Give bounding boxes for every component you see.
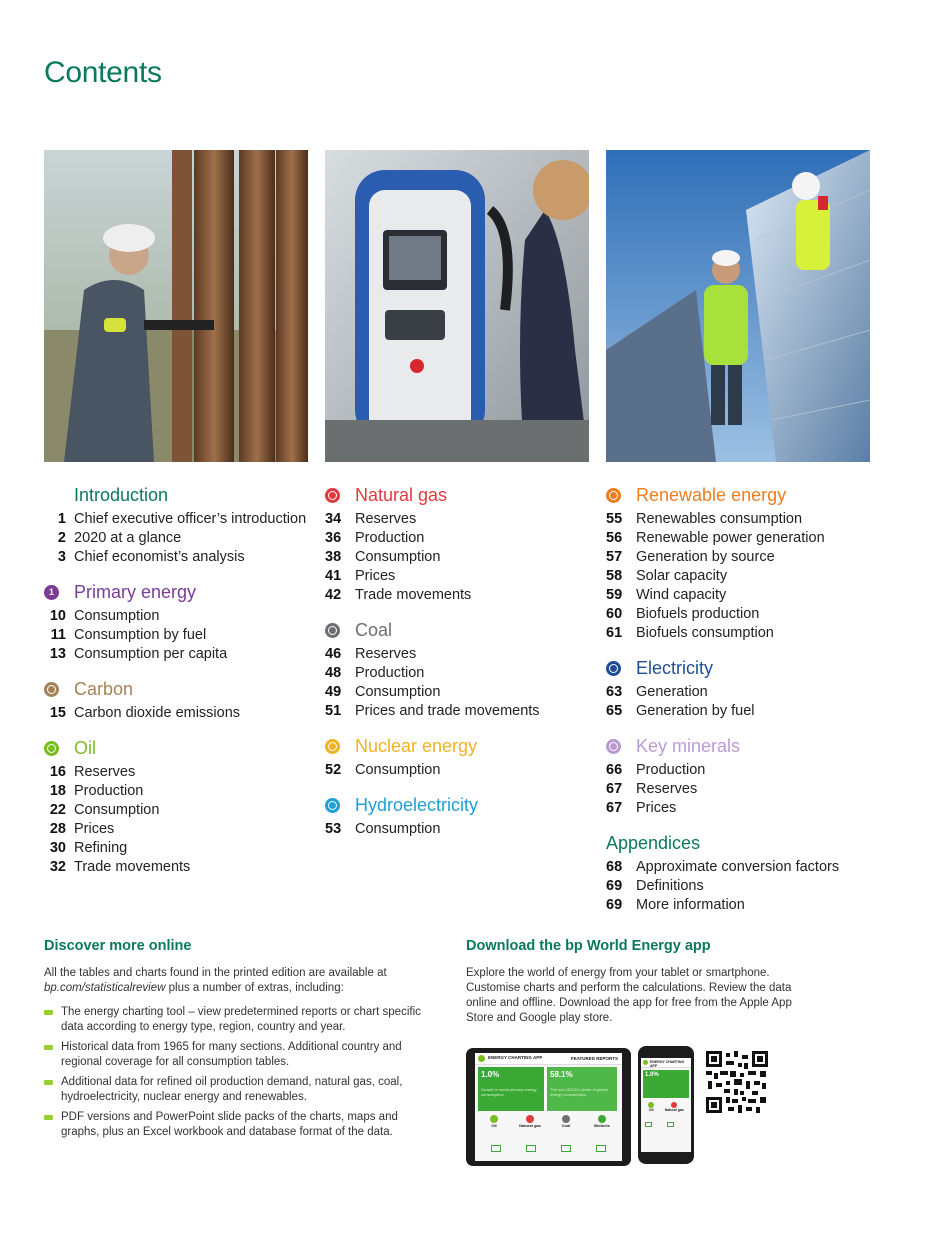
entry-page-number: 18 (49, 783, 66, 799)
tablet-fuel-row (478, 1115, 618, 1128)
contents-entry[interactable] (325, 529, 615, 548)
entry-page-number: 32 (49, 859, 66, 875)
section-appendices (606, 832, 896, 915)
contents-entry[interactable] (44, 782, 334, 801)
contents-entry[interactable] (325, 664, 615, 683)
entry-page-number: 15 (49, 705, 66, 721)
entry-label: Consumption (355, 762, 441, 778)
section-title[interactable]: Electricity (636, 658, 714, 678)
discover-bullet-list (44, 1005, 434, 1140)
bullet-icon (44, 1005, 61, 1035)
entry-page-number: 51 (325, 703, 342, 719)
download-app-section (466, 938, 796, 1026)
entry-page-number: 30 (49, 840, 66, 856)
entry-label: Chief economist’s analysis (74, 549, 245, 565)
discover-more-online (44, 938, 434, 1145)
entry-page-number: 36 (325, 530, 342, 546)
section-title[interactable]: Nuclear energy (355, 736, 478, 756)
tablet-app-header: ENERGY CHARTING APP (488, 1055, 543, 1060)
contents-entry[interactable] (606, 858, 896, 877)
contents-entry[interactable] (325, 548, 615, 567)
entry-label: Wind capacity (636, 587, 727, 603)
leaf-icon (598, 1115, 606, 1123)
entry-page-number: 55 (606, 511, 623, 527)
entry-label: Consumption (74, 608, 160, 624)
contents-entry[interactable] (325, 683, 615, 702)
contents-entry[interactable] (44, 548, 334, 567)
wave-icon (325, 798, 340, 813)
entry-page-number: 52 (325, 762, 342, 778)
statistical-review-link[interactable]: bp.com/statisticalreview (44, 982, 166, 994)
entry-page-number: 38 (325, 549, 342, 565)
contents-entry[interactable] (325, 820, 615, 839)
contents-column-1 (44, 484, 334, 891)
coal-icon (325, 623, 340, 638)
list-item (44, 1005, 434, 1035)
entry-page-number: 46 (325, 646, 342, 662)
entry-label: Solar capacity (636, 568, 728, 584)
fuel-item[interactable] (665, 1102, 684, 1112)
bullet-icon (44, 1040, 61, 1070)
entry-label: Approximate conversion factors (636, 859, 840, 875)
section-electricity (606, 657, 896, 721)
entry-label: 2020 at a glance (74, 530, 182, 546)
tile-value: 58.1% (550, 1070, 573, 1079)
contents-entry[interactable] (44, 607, 334, 626)
contents-entry[interactable] (606, 799, 896, 818)
contents-entry[interactable] (325, 567, 615, 586)
contents-entry[interactable] (44, 626, 334, 645)
entry-label: Production (74, 783, 144, 799)
entry-page-number: 28 (49, 821, 66, 837)
app-description: Explore the world of energy from your tablet or smartphone. Customise charts and perform the calculations. Review the data online and offline. Download the app for free from the Apple App Store and Google play store. (466, 967, 792, 1024)
contents-entry[interactable] (606, 761, 896, 780)
entry-page-number: 10 (49, 608, 66, 624)
phone-fuel-row (643, 1102, 689, 1112)
fuel-item[interactable] (550, 1115, 582, 1128)
entry-label: Consumption by fuel (74, 627, 207, 643)
phone-app-header: ENERGY CHARTING APP (650, 1060, 685, 1068)
tablet-tile-1[interactable] (478, 1067, 544, 1111)
contents-entry[interactable] (325, 645, 615, 664)
phone-screen (641, 1058, 691, 1152)
entry-label: Production (636, 762, 706, 778)
contents-entry[interactable] (44, 510, 334, 529)
oil-drop-icon (490, 1115, 498, 1123)
phone-mockup (638, 1046, 694, 1164)
entry-label: Reserves (636, 781, 698, 797)
bullet-text: PDF versions and PowerPoint slide packs of the charts, maps and graphs, plus an Excel workbook and database format of the data. (61, 1111, 398, 1138)
discover-heading: Discover more online (44, 938, 192, 954)
discover-intro-before: All the tables and charts found in the printed edition are available at (44, 967, 387, 979)
entry-label: Refining (74, 840, 128, 856)
sun-icon (606, 488, 621, 503)
contents-entry[interactable] (606, 548, 896, 567)
section-title[interactable]: Key minerals (636, 736, 741, 756)
entry-page-number: 1 (57, 511, 66, 527)
ev-charger-photo (325, 150, 589, 462)
contents-entry[interactable] (606, 877, 896, 896)
coal-icon (562, 1115, 570, 1123)
contents-entry[interactable] (606, 529, 896, 548)
section-title[interactable]: Introduction (74, 485, 169, 505)
oil-worker-photo (44, 150, 308, 462)
entry-label: Generation by source (636, 549, 775, 565)
report-icon[interactable] (596, 1145, 606, 1152)
fuel-label: Biofuels (594, 1123, 610, 1128)
section-oil (44, 737, 334, 877)
entry-label: Renewable power generation (636, 530, 825, 546)
discover-intro (44, 966, 434, 996)
entry-page-number: 69 (606, 878, 623, 894)
entry-label: Prices (355, 568, 396, 584)
entry-label: Biofuels production (636, 606, 760, 622)
fuel-label: Coal (561, 1123, 571, 1128)
app-heading: Download the bp World Energy app (466, 938, 711, 954)
bullet-text: Additional data for refined oil production demand, natural gas, coal, hydroelectricity, nuclear energy and renewables. (61, 1076, 403, 1103)
entry-label: Definitions (636, 878, 704, 894)
entry-page-number: 2 (57, 530, 66, 546)
tablet-featured-reports: FEATURED REPORTS (570, 1056, 618, 1061)
section-coal (325, 619, 615, 721)
tablet-screen (475, 1053, 622, 1161)
fuel-item[interactable] (478, 1115, 510, 1128)
fuel-item[interactable] (514, 1115, 546, 1128)
bullet-icon (44, 1075, 61, 1105)
bullet-text: Historical data from 1965 for many sections. Additional country and regional coverage for all consumption tables. (61, 1041, 402, 1068)
contents-entry[interactable] (44, 645, 334, 664)
fuel-item[interactable] (586, 1115, 618, 1128)
contents-entry[interactable] (606, 702, 896, 721)
entry-label: Consumption (74, 802, 160, 818)
entry-page-number: 41 (325, 568, 342, 584)
entry-label: Generation (636, 684, 708, 700)
carbon-icon (44, 682, 59, 697)
fuel-label: Natural gas (519, 1123, 541, 1128)
entry-page-number: 22 (49, 802, 66, 818)
entry-page-number: 67 (606, 781, 623, 797)
fuel-label: Oil (648, 1108, 654, 1112)
entry-label: Trade movements (355, 587, 472, 603)
phone-tile[interactable] (643, 1070, 689, 1098)
entry-page-number: 67 (606, 800, 623, 816)
bullet-text: The energy charting tool – view predetermined reports or chart specific data according to energy type, region, country and year. (61, 1006, 421, 1033)
number-one-icon: 1 (44, 585, 59, 600)
tablet-report-icons (478, 1145, 618, 1152)
bp-logo-icon (643, 1060, 648, 1065)
oil-drop-icon (44, 741, 59, 756)
entry-page-number: 11 (50, 627, 66, 643)
entry-label: Consumption (355, 684, 441, 700)
contents-entry[interactable] (325, 702, 615, 721)
lightning-icon (606, 661, 621, 676)
entry-page-number: 56 (606, 530, 623, 546)
entry-label: Consumption per capita (74, 646, 228, 662)
app-devices-illustration (466, 1046, 776, 1168)
bullet-icon (44, 1110, 61, 1140)
entry-label: Reserves (355, 511, 417, 527)
entry-label: Consumption (355, 821, 441, 837)
tablet-mockup (466, 1048, 631, 1166)
entry-label: More information (636, 897, 745, 913)
entry-page-number: 13 (49, 646, 66, 662)
mineral-icon (606, 739, 621, 754)
report-icon[interactable] (561, 1145, 571, 1152)
section-natural-gas (325, 484, 615, 605)
entry-page-number: 59 (606, 587, 623, 603)
entry-page-number: 42 (325, 587, 342, 603)
contents-entry[interactable] (606, 896, 896, 915)
entry-label: Biofuels consumption (636, 625, 774, 641)
entry-label: Consumption (355, 549, 441, 565)
entry-label: Generation by fuel (636, 703, 755, 719)
contents-entry[interactable] (325, 510, 615, 529)
entry-page-number: 63 (606, 684, 623, 700)
section-nuclear-energy (325, 735, 615, 780)
contents-entry[interactable] (44, 820, 334, 839)
tablet-tile-2[interactable] (547, 1067, 617, 1111)
list-item (44, 1075, 434, 1105)
section-key-minerals (606, 735, 896, 818)
section-title[interactable]: Natural gas (355, 485, 448, 505)
entry-label: Carbon dioxide emissions (74, 705, 241, 721)
discover-intro-after: plus a number of extras, including: (168, 982, 344, 994)
section-title[interactable]: Hydroelectricity (355, 795, 479, 815)
list-item (44, 1040, 434, 1070)
entry-page-number: 65 (606, 703, 623, 719)
flame-icon (526, 1115, 534, 1123)
solar-panel-workers-photo (606, 150, 870, 462)
contents-entry[interactable] (325, 586, 615, 605)
qr-code-icon[interactable] (706, 1051, 768, 1113)
section-carbon (44, 678, 334, 723)
entry-label: Renewables consumption (636, 511, 803, 527)
entry-label: Production (355, 665, 425, 681)
entry-page-number: 49 (325, 684, 342, 700)
contents-entry[interactable] (606, 567, 896, 586)
section-title[interactable]: Appendices (606, 833, 701, 853)
entry-page-number: 60 (606, 606, 623, 622)
tile-value: 1.0% (481, 1070, 500, 1079)
contents-entry[interactable] (44, 801, 334, 820)
entry-page-number: 48 (325, 665, 342, 681)
entry-page-number: 57 (606, 549, 623, 565)
entry-page-number: 3 (57, 549, 66, 565)
contents-entry[interactable] (44, 858, 334, 877)
report-icon[interactable] (667, 1122, 674, 1127)
tile-text: The non-OECD's share of global energy consumption (550, 1087, 608, 1097)
contents-entry[interactable] (606, 780, 896, 799)
atom-icon (325, 739, 340, 754)
contents-entry[interactable] (44, 839, 334, 858)
fuel-label: Oil (491, 1123, 497, 1128)
bp-logo-icon (478, 1055, 485, 1062)
entry-page-number: 34 (325, 511, 342, 527)
entry-label: Production (355, 530, 425, 546)
entry-label: Reserves (74, 764, 136, 780)
section-title[interactable]: Oil (74, 738, 96, 758)
entry-page-number: 61 (606, 625, 623, 641)
section-hydroelectricity (325, 794, 615, 839)
contents-entry[interactable] (606, 510, 896, 529)
contents-entry[interactable] (606, 683, 896, 702)
report-icon[interactable] (645, 1122, 652, 1127)
section-title[interactable]: Coal (355, 620, 393, 640)
page-title: Contents (44, 56, 162, 89)
list-item (44, 1110, 434, 1140)
contents-entry[interactable] (44, 704, 334, 723)
section-introduction (44, 484, 334, 567)
entry-label: Chief executive officer’s introduction (74, 511, 307, 527)
contents-entry[interactable] (44, 763, 334, 782)
entry-label: Trade movements (74, 859, 191, 875)
entry-label: Prices (74, 821, 115, 837)
entry-page-number: 66 (606, 762, 623, 778)
entry-label: Prices and trade movements (355, 703, 540, 719)
contents-entry[interactable] (606, 586, 896, 605)
tile-text: Growth in world primary energy consumption (481, 1087, 537, 1097)
entry-page-number: 68 (606, 859, 623, 875)
contents-entry[interactable] (44, 529, 334, 548)
entry-label: Reserves (355, 646, 417, 662)
section-title[interactable]: Primary energy (74, 582, 197, 602)
flame-icon (325, 488, 340, 503)
entry-page-number: 53 (325, 821, 342, 837)
contents-entry[interactable] (606, 624, 896, 643)
entry-label: Prices (636, 800, 677, 816)
contents-column-3 (606, 484, 896, 929)
contents-column-2 (325, 484, 615, 853)
section-renewable-energy (606, 484, 896, 643)
section-primary-energy (44, 581, 334, 664)
section-title[interactable]: Carbon (74, 679, 134, 699)
report-icon[interactable] (491, 1145, 501, 1152)
report-icon[interactable] (526, 1145, 536, 1152)
entry-page-number: 69 (606, 897, 623, 913)
tile-value: 1.0% (645, 1072, 659, 1078)
entry-page-number: 58 (606, 568, 623, 584)
contents-entry[interactable] (606, 605, 896, 624)
contents-entry[interactable] (325, 761, 615, 780)
fuel-label: Natural gas (664, 1108, 684, 1112)
section-title[interactable]: Renewable energy (636, 485, 787, 505)
entry-page-number: 16 (49, 764, 66, 780)
fuel-item[interactable] (648, 1102, 654, 1112)
